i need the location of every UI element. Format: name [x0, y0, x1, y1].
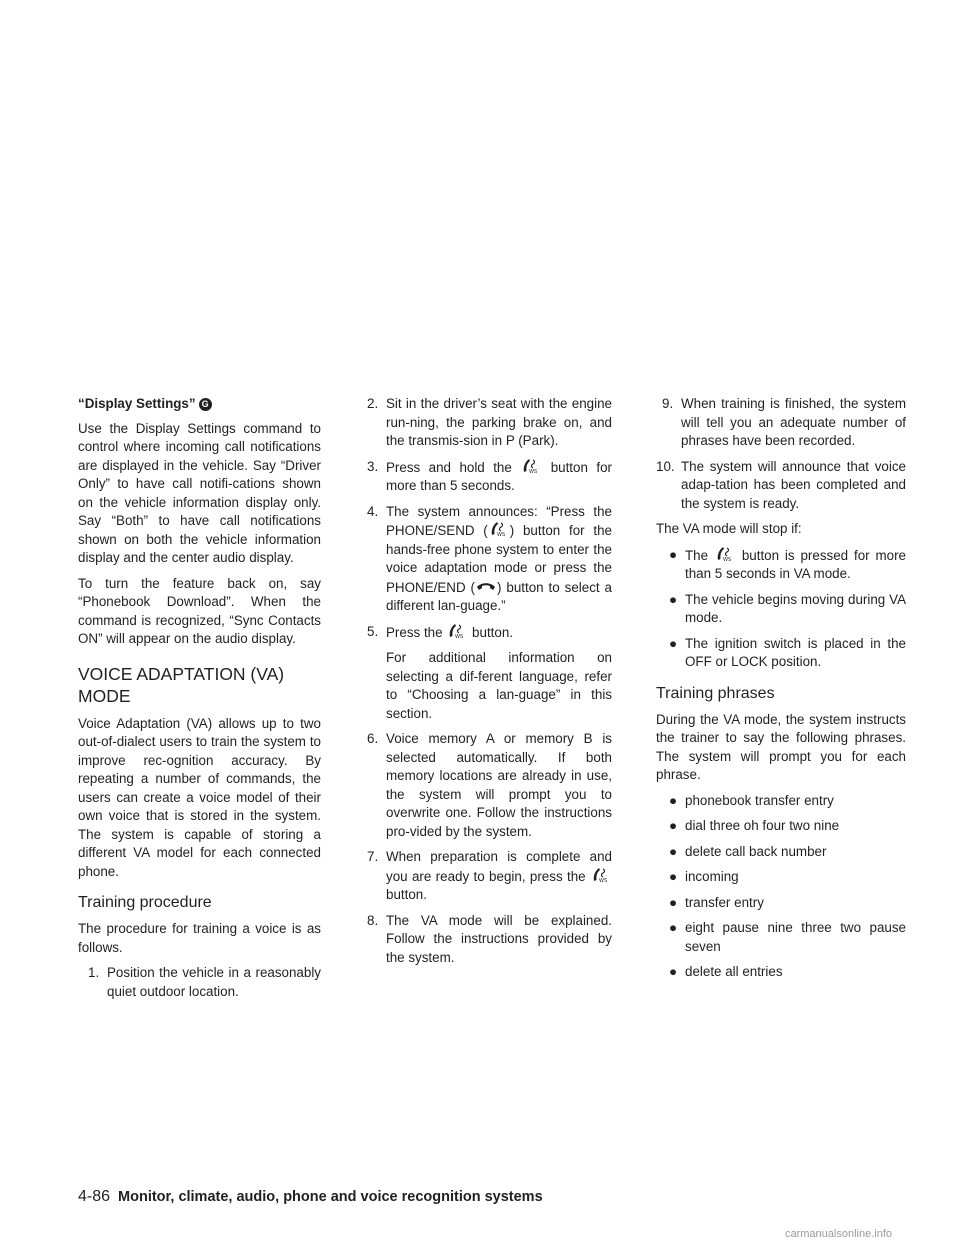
step-number: 7. [367, 849, 379, 864]
step-number: 5. [367, 623, 379, 639]
step-8 [367, 912, 612, 968]
step-5-note: For additional information on selecting a dif-ferent language, refer to “Choosing a lan-guage” in this section. [386, 650, 612, 721]
step-number: 9. [662, 396, 674, 411]
callout-badge: G [199, 398, 212, 411]
list-item [656, 919, 906, 956]
step-number: 1. [88, 965, 100, 980]
voice-talk-icon [714, 546, 736, 562]
list-item-text: incoming [685, 869, 739, 884]
step-number: 6. [367, 731, 379, 746]
voice-talk-icon [488, 521, 510, 537]
subheading-text: “Display Settings” [78, 396, 196, 411]
page-footer [78, 1188, 908, 1206]
bullet: ● [669, 964, 678, 979]
step-10 [656, 458, 906, 514]
paragraph: Use the Display Settings command to control where incoming call notifications are displayed in the vehicle. Say “Driver Only” to have call notifi-cations shown on the vehicle information display only. Say “Both” to have call notifications shown on both the vehicle information display and the center audio display. [78, 420, 321, 565]
display-settings-heading [78, 395, 321, 414]
list-item [656, 963, 906, 982]
list-item [656, 843, 906, 862]
step-9 [656, 395, 906, 451]
list-item [656, 894, 906, 913]
step-text: When preparation is complete and you are ready to begin, press the WS button. [386, 849, 612, 902]
voice-talk-icon [520, 458, 542, 474]
step-4 [367, 503, 612, 616]
step-text: Sit in the driver’s seat with the engine run-ning, the parking brake on, and the transmis-sion in P (Park). [386, 396, 612, 448]
step-number: 8. [367, 912, 379, 928]
step-text: The VA mode will be explained. Follow the instructions provided by the system. [386, 912, 612, 965]
svg-text:WS: WS [529, 468, 538, 474]
step-number: 3. [367, 458, 379, 474]
list-item [656, 546, 906, 584]
step-1 [78, 964, 321, 1001]
step-text: The system will announce that voice adap-tation has been completed and the system is ready. [681, 458, 906, 511]
list-item [656, 591, 906, 628]
list-item-text: The ignition switch is placed in the OFF or LOCK position. [685, 635, 906, 669]
list-item [656, 868, 906, 887]
list-item [656, 635, 906, 672]
subsection-title: Training procedure [78, 894, 212, 911]
phone-end-icon [475, 578, 497, 594]
bullet: ● [669, 894, 678, 910]
column-right [656, 395, 906, 989]
step-number: 2. [367, 396, 379, 411]
bullet: ● [669, 546, 678, 562]
svg-text:WS: WS [599, 877, 608, 883]
paragraph: During the VA mode, the system instructs the trainer to say the following phrases. The system will prompt you for each phrase. [656, 711, 906, 782]
bullet: ● [669, 635, 678, 651]
list-item-text: The vehicle begins moving during VA mode. [685, 591, 906, 625]
step-text: Press and hold the WS button for more than 5 seconds. [386, 459, 612, 493]
voice-talk-icon [446, 623, 468, 639]
step-number: 4. [367, 503, 379, 519]
step-2 [367, 395, 612, 451]
section-title: VOICE ADAPTATION (VA) MODE [78, 663, 285, 706]
bullet: ● [669, 869, 678, 884]
svg-text:WS: WS [496, 532, 505, 537]
column-left [78, 395, 321, 1008]
bullet: ● [669, 920, 678, 935]
paragraph: The VA mode will stop if: [656, 521, 802, 536]
subsection-title: Training phrases [656, 684, 775, 702]
page-number: 4-86 [78, 1188, 111, 1205]
list-item-text: phonebook transfer entry [685, 792, 834, 808]
list-item [656, 817, 906, 836]
step-7 [367, 848, 612, 905]
phrase-list [656, 792, 906, 982]
step-text: When training is finished, the system will tell you an adequate number of phrases have been recorded. [681, 396, 906, 448]
column-middle [367, 395, 612, 974]
voice-talk-icon [590, 867, 612, 883]
step-5 [367, 623, 612, 643]
bullet: ● [669, 818, 678, 833]
paragraph: Voice Adaptation (VA) allows up to two out-of-dialect users to train the system to improve rec-ognition accuracy. By repeating a number of commands, the users can create a voice model of their own voice that is stored in the system. The system is capable of storing a different VA model for each connected phone. [78, 715, 321, 879]
paragraph: The procedure for training a voice is as follows. [78, 921, 321, 955]
bullet: ● [669, 843, 678, 859]
bullet: ● [669, 792, 678, 808]
step-text: The system announces: “Press the PHONE/SEND ( WS ) button for the hands-free phone system to enter the voice adaptation mode or press the PHONE/END ( ) button to select a different lan-guage.” [386, 503, 612, 613]
svg-text:WS: WS [722, 556, 732, 562]
list-item-text: delete call back number [685, 843, 827, 859]
step-number: 10. [656, 458, 675, 474]
chapter-title: Monitor, climate, audio, phone and voice recognition systems [118, 1189, 543, 1205]
step-3 [367, 458, 612, 496]
bullet: ● [669, 591, 678, 607]
svg-text:WS: WS [455, 633, 464, 639]
step-text: Position the vehicle in a reasonably quiet outdoor location. [107, 965, 321, 999]
list-item-text: delete all entries [685, 964, 783, 979]
list-item-text: dial three oh four two nine [685, 818, 840, 833]
list-item-text: eight pause nine three two pause seven [685, 920, 906, 954]
watermark: carmanualsonline.info [784, 1228, 892, 1240]
step-text: Press the WS button. [386, 624, 513, 640]
list-item [656, 792, 906, 811]
step-text: Voice memory A or memory B is selected automatically. If both memory locations are already in use, the system will prompt you to overwrite one. Follow the instructions pro-vided by the system. [386, 731, 612, 839]
list-item-text: transfer entry [685, 894, 764, 910]
paragraph: To turn the feature back on, say “Phonebook Download”. When the command is recognized, “Sync Contacts ON” will appear on the audio display. [78, 575, 321, 646]
list-item-text: The WS button is pressed for more than 5 seconds in VA mode. [685, 547, 906, 581]
step-6 [367, 730, 612, 841]
